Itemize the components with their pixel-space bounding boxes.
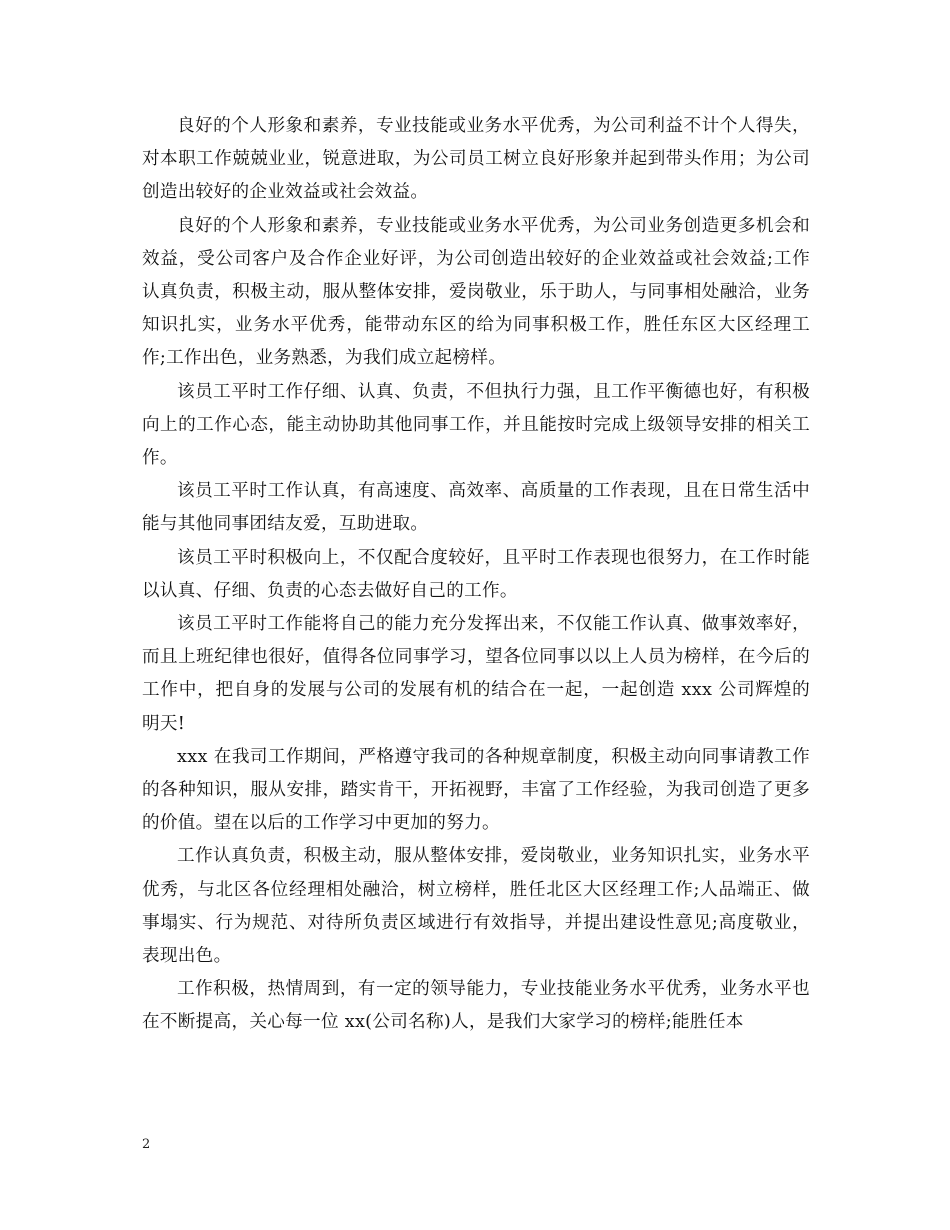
- page-number: 2: [142, 1137, 151, 1152]
- paragraph: 良好的个人形象和素养，专业技能或业务水平优秀，为公司业务创造更多机会和效益，受公司客户及合作企业好评，为公司创造出较好的企业效益或社会效益;工作认真负责，积极主动，服从整体安排，爱岗敬业，乐于助人，与同事相处融洽，业务知识扎实，业务水平优秀，能带动东区的给为同事积极工作，胜任东区大区经理工作;工作出色，业务熟悉，为我们成立起榜样。: [142, 215, 810, 369]
- paragraph: 工作积极，热情周到，有一定的领导能力，专业技能业务水平优秀，业务水平也在不断提高，关心每一位 xx(公司名称)人，是我们大家学习的榜样;能胜任本: [142, 979, 810, 1033]
- paragraph: 该员工平时积极向上，不仅配合度较好，且平时工作表现也很努力，在工作时能以认真、仔细、负责的心态去做好自己的工作。: [142, 547, 810, 601]
- paragraph: 该员工平时工作认真，有高速度、高效率、高质量的工作表现，且在日常生活中能与其他同事团结友爱，互助进取。: [142, 481, 810, 535]
- paragraph: 该员工平时工作能将自己的能力充分发挥出来，不仅能工作认真、做事效率好，而且上班纪律也很好，值得各位同事学习，望各位同事以以上人员为榜样，在今后的工作中，把自身的发展与公司的发展有机的结合在一起，一起创造 xxx 公司辉煌的明天!: [142, 614, 810, 734]
- paragraph: 良好的个人形象和素养，专业技能或业务水平优秀，为公司利益不计个人得失，对本职工作兢兢业业，锐意进取，为公司员工树立良好形象并起到带头作用；为公司创造出较好的企业效益或社会效益。: [142, 116, 810, 203]
- document-body: [142, 110, 810, 1040]
- paragraph: 工作认真负责，积极主动，服从整体安排，爱岗敬业，业务知识扎实，业务水平优秀，与北区各位经理相处融洽，树立榜样，胜任北区大区经理工作;人品端正、做事塌实、行为规范、对待所负责区域进行有效指导，并提出建设性意见;高度敬业，表现出色。: [142, 846, 810, 967]
- paragraph: 该员工平时工作仔细、认真、负责，不但执行力强，且工作平衡德也好，有积极向上的工作心态，能主动协助其他同事工作，并且能按时完成上级领导安排的相关工作。: [142, 381, 810, 469]
- paragraph: xxx 在我司工作期间，严格遵守我司的各种规章制度，积极主动向同事请教工作的各种知识，服从安排，踏实肯干，开拓视野，丰富了工作经验，为我司创造了更多的价值。望在以后的工作学习中更加的努力。: [142, 746, 810, 834]
